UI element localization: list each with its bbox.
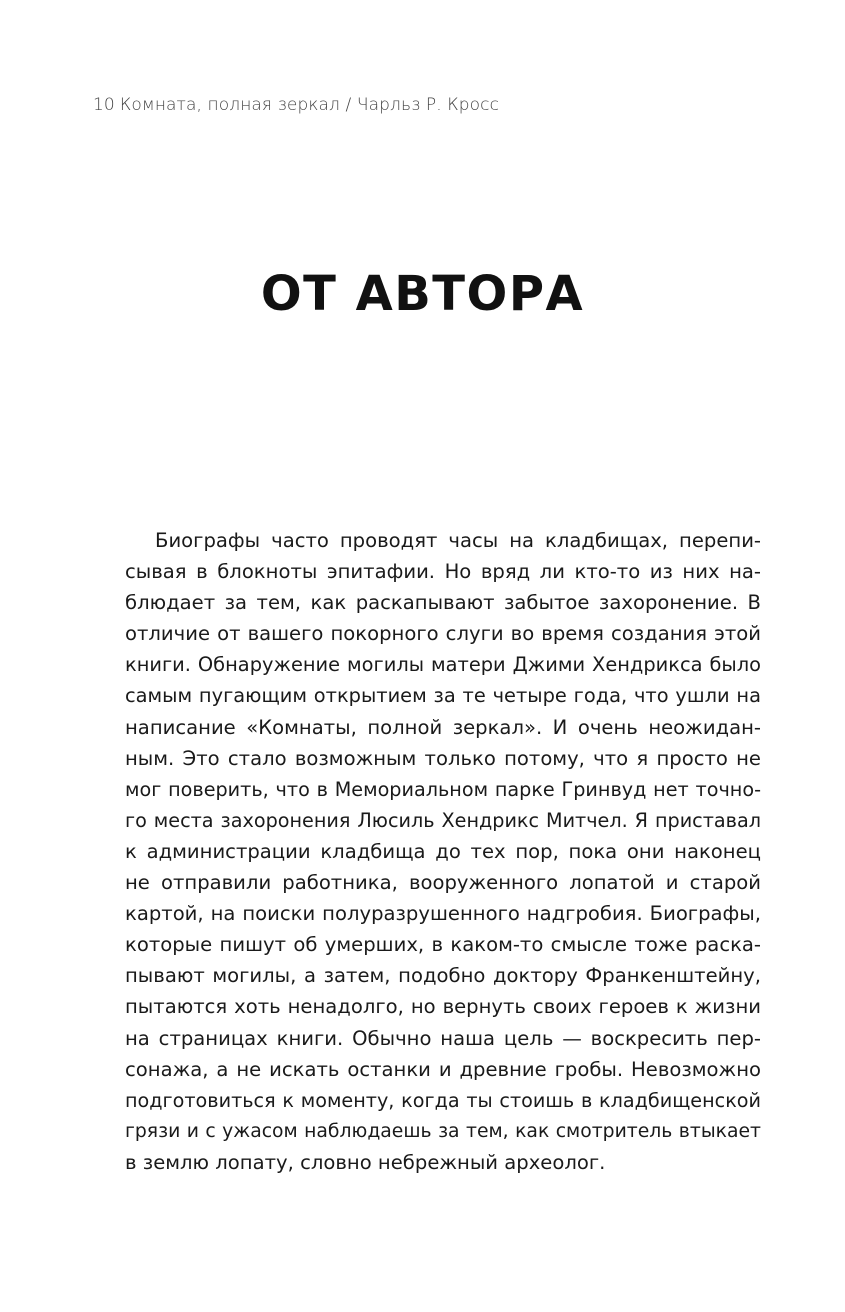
text-line: написание «Комнаты, полной зеркал». И очень неожидан- bbox=[125, 715, 761, 739]
text-line: книги. Обнаружение могилы матери Джими Хендрикса было bbox=[125, 653, 761, 677]
text-line: пытаются хоть ненадолго, но вернуть своих героев к жизни bbox=[125, 995, 761, 1019]
text-line: картой, на поиски полуразрушенного надгробия. Биографы, bbox=[125, 902, 761, 926]
text-line: подготовиться к моменту, когда ты стоишь в кладбищенской bbox=[125, 1088, 761, 1112]
text-line: сонажа, а не искать останки и древние гробы. Невозможно bbox=[125, 1057, 761, 1081]
text-line: ным. Это стало возможным только потому, что я просто не bbox=[125, 746, 761, 770]
running-title: Комната, полная зеркал / Чарльз Р. Кросс bbox=[119, 95, 500, 115]
text-line: не отправили работника, вооруженного лопатой и старой bbox=[125, 871, 761, 895]
text-line: самым пугающим открытием за те четыре года, что ушли на bbox=[125, 684, 761, 708]
text-line: к администрации кладбища до тех пор, пока они наконец bbox=[125, 839, 761, 863]
text-line: Биографы часто проводят часы на кладбищах, перепи- bbox=[155, 529, 761, 552]
text-line: блюдает за тем, как раскапывают забытое захоронение. В bbox=[125, 591, 761, 615]
text-line: пывают могилы, а затем, подобно доктору Франкенштейну, bbox=[125, 964, 761, 988]
text-line: отличие от вашего покорного слуги во время создания этой bbox=[125, 622, 761, 646]
text-line: го места захоронения Люсиль Хендрикс Митчел. Я приставал bbox=[125, 808, 761, 832]
text-line: сывая в блокноты эпитафии. Но вряд ли кто-то из них на- bbox=[125, 560, 761, 584]
text-line: мог поверить, что в Мемориальном парке Гринвуд нет точно- bbox=[125, 777, 761, 801]
text-line: в землю лопату, словно небрежный археолог. bbox=[125, 1150, 606, 1174]
page-number: 10 bbox=[93, 95, 115, 115]
body-paragraph bbox=[125, 525, 761, 1178]
chapter-title: ОТ АВТОРА bbox=[260, 266, 585, 322]
text-line: грязи и с ужасом наблюдаешь за тем, как смотритель втыкает bbox=[125, 1120, 761, 1142]
running-head bbox=[93, 95, 499, 115]
text-line: которые пишут об умерших, в каком-то смысле тоже раска- bbox=[125, 933, 761, 957]
text-line: на страницах книги. Обычно наша цель — воскресить пер- bbox=[125, 1026, 761, 1050]
